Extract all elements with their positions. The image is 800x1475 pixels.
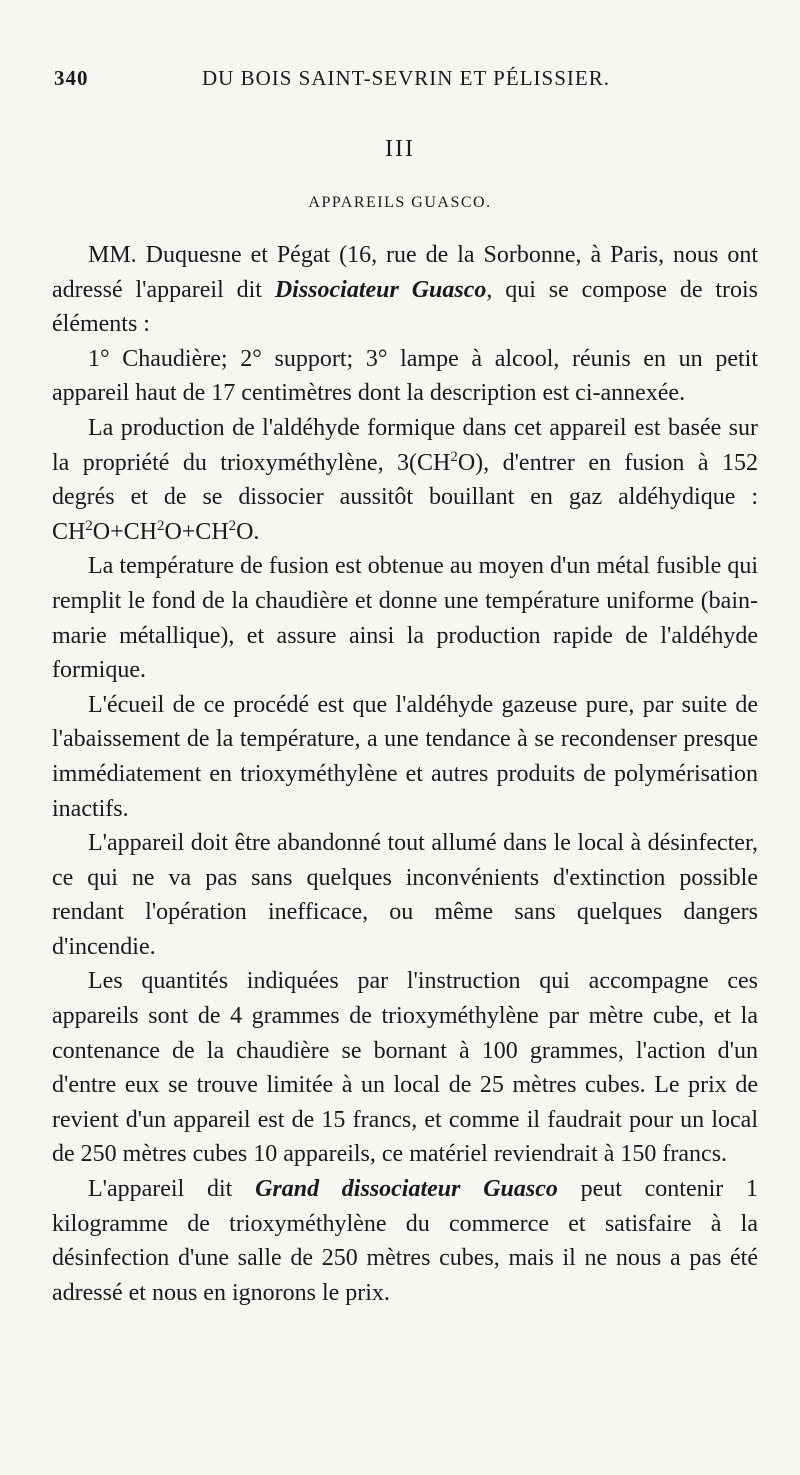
paragraph: L'appareil dit Grand dissociateur Guasco peut contenir 1 kilogramme de trioxyméthylène du commerce et satisfaire à la désinfection d'une salle de 250 mètres cubes, mais il ne nous a pas été adressé et nous en ignorons le prix. [52,1176,759,1306]
section-title: APPAREILS GUASCO. [308,194,492,211]
paragraph: La température de fusion est obtenue au moyen d'un métal fusible qui remplit le fond de la chaudière et donne une température uniforme (bain-marie métallique), et assure ainsi la production rapide de l'aldéhyde formique. [52,553,758,684]
paragraph: L'écueil de ce procédé est que l'aldéhyde gazeuse pure, par suite de l'abaissement de la température, a une tendance à se recondenser presque immédiatement en trioxyméthylène et autres produits de polymérisation inactifs. [52,691,758,822]
device-name: Grand dissociateur Guasco [255,1176,558,1203]
running-title: DU BOIS SAINT-SEVRIN ET PÉLISSIER. [202,66,610,90]
paragraph: Les quantités indiquées par l'instruction qui accompagne ces appareils sont de 4 grammes de trioxyméthylène par mètre cube, et la contenance de la chaudière se bornant à 100 grammes, l'action d'un d'entre eux se trouve limitée à un local de 25 mètres cubes. Le prix de revient d'un appareil est de 15 francs, et comme il faudrait pour un local de 250 mètres cubes 10 appareils, ce matériel reviendrait à 150 francs. [52,968,758,1168]
section-number: III [385,136,415,162]
paragraph: La production de l'aldéhyde formique dans cet appareil est basée sur la propriété du trioxyméthylène, $3(CH^2O)$, d'entrer en fusion à 152 degrés et de se dissocier aussitôt bouillant en gaz aldéhydique : $CH^2O+CH^2O+CH^2O$. [52,414,758,545]
body-text [52,238,758,1310]
paragraph: 1° Chaudière; 2° support; 3° lampe à alcool, réunis en un petit appareil haut de 17 centimètres dont la description est ci-annexée. [52,345,758,407]
paragraph: L'appareil doit être abandonné tout allumé dans le local à désinfecter, ce qui ne va pas sans quelques inconvénients d'extinction possible rendant l'opération inefficace, ou même sans quelques dangers d'incendie. [52,830,758,960]
page-number: 340 [54,66,89,90]
device-name: Dissociateur Guasco [274,276,487,303]
paragraph: MM. Duquesne et Pégat (16, rue de la Sorbonne, à Paris, nous ont adressé l'appareil dit Dissociateur Guasco, qui se compose de trois éléments : [52,242,758,338]
